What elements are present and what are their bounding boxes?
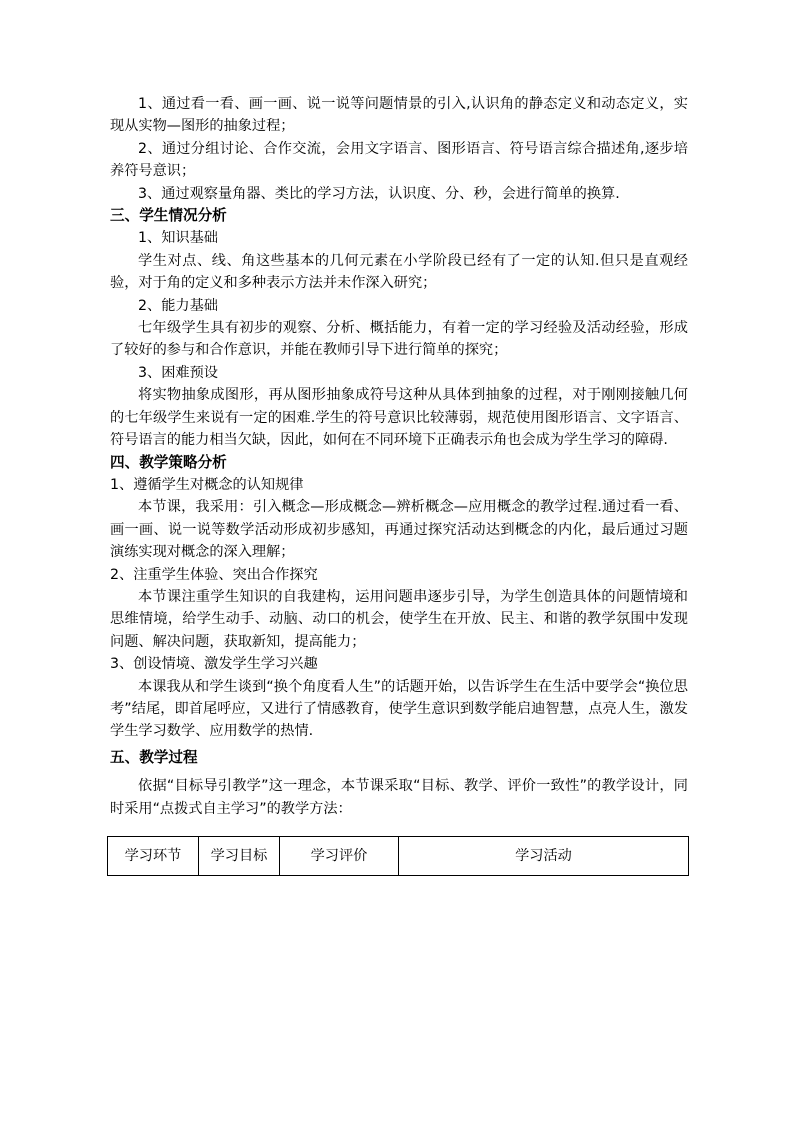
subheading-cooperative-inquiry: 2、注重学生体验、突出合作探究 xyxy=(110,566,318,583)
paragraph-knowledge-basis: 学生对点、线、角这些基本的几何元素在小学阶段已经有了一定的认知.但只是直观经验，对于角的定义和多种表示方法并未作深入研究； xyxy=(110,252,688,292)
table-header-activity: 学习活动 xyxy=(399,837,689,876)
table-header-row xyxy=(108,837,689,876)
goal-1: 1、通过看一看、画一画、说一说等问题情景的引入,认识角的静态定义和动态定义，实现从实物—图形的抽象过程； xyxy=(110,96,688,135)
paragraph-ability-basis: 七年级学生具有初步的观察、分析、概括能力，有着一定的学习经验及活动经验，形成了较好的参与和合作意识，并能在教师引导下进行简单的探究； xyxy=(110,320,688,359)
subheading-difficulty-prediction: 3、困难预设 xyxy=(138,364,218,381)
paragraph-teaching-process: 依据“目标导引教学”这一理念，本节课采取“目标、教学、评价一致性”的教学设计，同时采用“点拨式自主学习”的教学方法： xyxy=(110,778,688,817)
goal-3: 3、通过观察量角器、类比的学习方法，认识度、分、秒，会进行简单的换算. xyxy=(138,185,620,202)
subheading-stimulate-interest: 3、创设情境、激发学生学习兴趣 xyxy=(110,656,318,673)
learning-table xyxy=(107,836,689,876)
section-heading-student-analysis: 三、学生情况分析 xyxy=(110,207,227,225)
document-body xyxy=(110,93,688,876)
goal-2: 2、通过分组讨论、合作交流，会用文字语言、图形语言、符号语言综合描述角,逐步培养符号意识； xyxy=(110,140,688,180)
paragraph-cognitive-law: 本节课，我采用：引入概念—形成概念—辨析概念—应用概念的教学过程.通过看一看、画一画、说一说等数学活动形成初步感知，再通过探究活动达到概念的内化，最后通过习题演练实现对概念的深入理解； xyxy=(110,499,688,561)
table-header-objective: 学习目标 xyxy=(199,837,280,876)
paragraph-difficulty-prediction: 将实物抽象成图形，再从图形抽象成符号这种从具体到抽象的过程，对于刚刚接触几何的七年级学生来说有一定的困难.学生的符号意识比较薄弱，规范使用图形语言、文字语言、符号语言的能力相当欠缺，因此，如何在不同环境下正确表示角也会成为学生学习的障碍. xyxy=(110,387,688,449)
table-header-stage: 学习环节 xyxy=(108,837,199,876)
section-heading-teaching-process: 五、教学过程 xyxy=(110,748,198,766)
subheading-ability-basis: 2、能力基础 xyxy=(138,297,218,314)
section-heading-teaching-strategy: 四、教学策略分析 xyxy=(110,453,227,471)
subheading-knowledge-basis: 1、知识基础 xyxy=(138,230,218,247)
paragraph-cooperative-inquiry: 本节课注重学生知识的自我建构，运用问题串逐步引导，为学生创造具体的问题情境和思维情境，给学生动手、动脑、动口的机会，使学生在开放、民主、和谐的教学氛围中发现问题、解决问题，获取新知，提高能力； xyxy=(110,588,688,650)
paragraph-stimulate-interest: 本课我从和学生谈到“换个角度看人生”的话题开始，以告诉学生在生活中要学会“换位思考”结尾，即首尾呼应，又进行了情感教育，使学生意识到数学能启迪智慧，点亮人生，激发学生学习数学、应用数学的热情. xyxy=(110,678,688,740)
table-header-evaluation: 学习评价 xyxy=(280,837,399,876)
subheading-cognitive-law: 1、遵循学生对概念的认知规律 xyxy=(110,476,304,493)
